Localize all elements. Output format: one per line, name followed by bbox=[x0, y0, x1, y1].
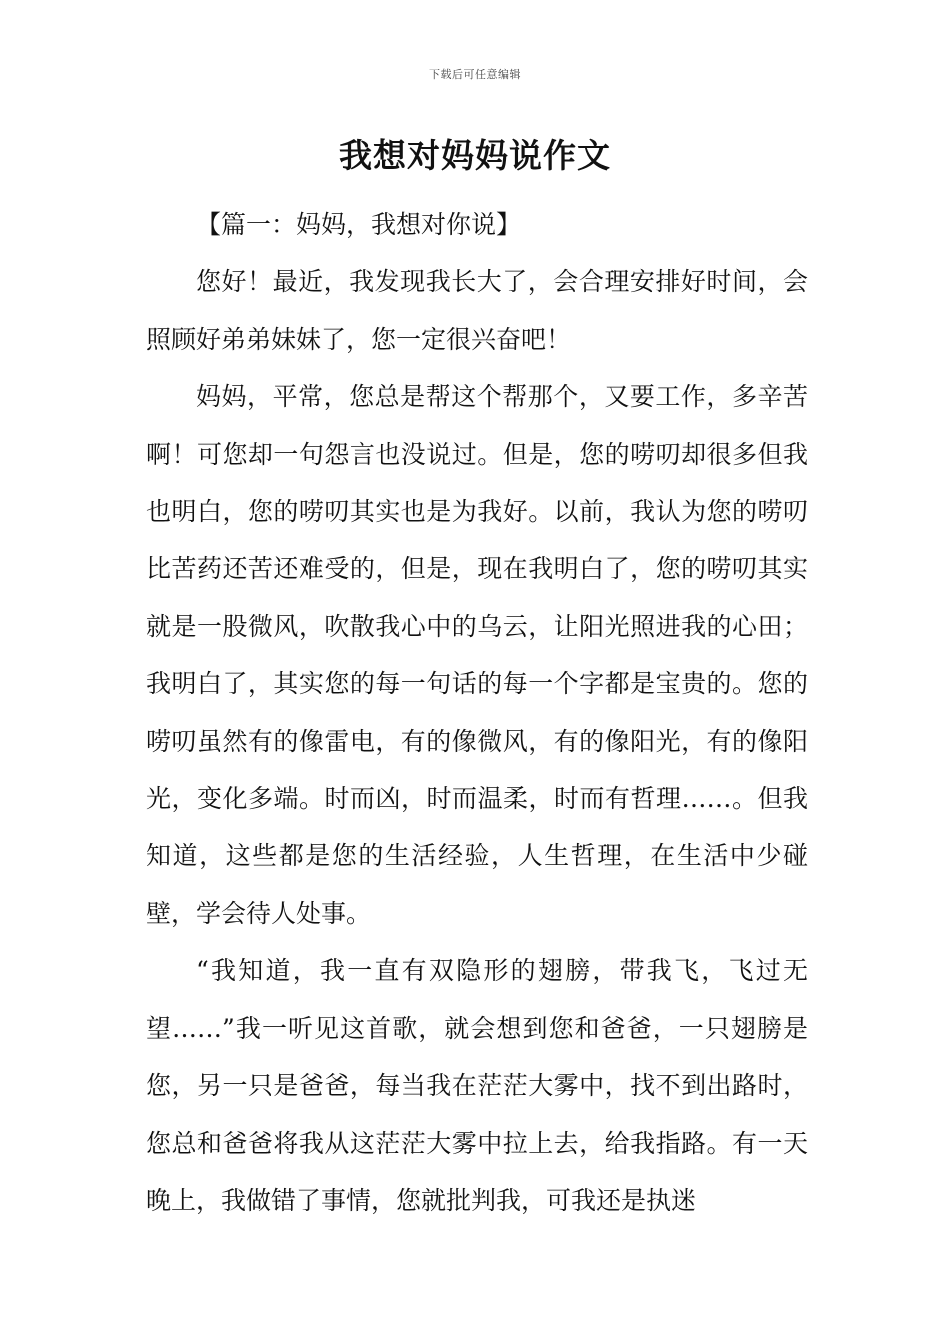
paragraph-1: 您好！最近，我发现我长大了，会合理安排好时间，会照顾好弟弟妹妹了，您一定很兴奋吧！ bbox=[146, 267, 808, 354]
paragraph-3: “我知道，我一直有双隐形的翅膀，带我飞，飞过无望……”我一听见这首歌，就会想到您和爸爸，一只翅膀是您，另一只是爸爸，每当我在茫茫大雾中，找不到出路时，您总和爸爸将我从这茫茫大雾中拉上去，给我指路。有一天晚上，我做错了事情，您就批判我，可我还是执迷 bbox=[146, 956, 808, 1215]
section-heading: 【篇一：妈妈，我想对你说】 bbox=[196, 210, 522, 239]
document-body bbox=[146, 196, 808, 1229]
header-note: 下载后可任意编辑 bbox=[429, 68, 521, 81]
document-title: 我想对妈妈说作文 bbox=[339, 136, 611, 175]
paragraph-2: 妈妈，平常，您总是帮这个帮那个，又要工作，多辛苦啊！可您却一句怨言也没说过。但是，您的唠叨却很多但我也明白，您的唠叨其实也是为我好。以前，我认为您的唠叨比苦药还苦还难受的，但是，现在我明白了，您的唠叨其实就是一股微风，吹散我心中的乌云，让阳光照进我的心田；我明白了，其实您的每一句话的每一个字都是宝贵的。您的唠叨虽然有的像雷电，有的像微风，有的像阳光，有的像阳光，变化多端。时而凶，时而温柔，时而有哲理……。但我知道，这些都是您的生活经验，人生哲理，在生活中少碰壁，学会待人处事。 bbox=[146, 382, 808, 928]
